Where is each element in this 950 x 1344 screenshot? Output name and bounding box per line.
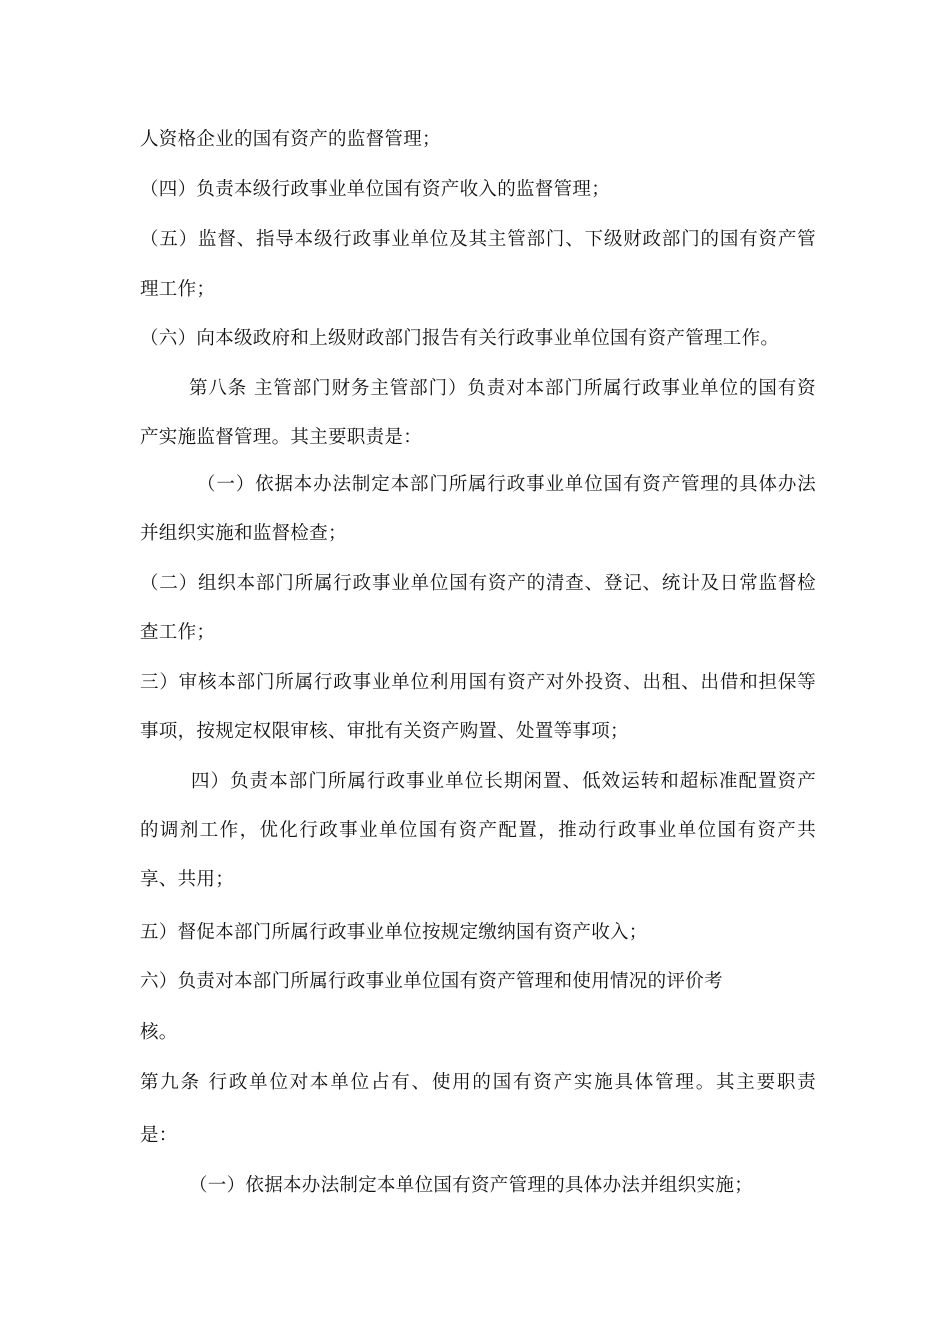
text-line: 是： bbox=[140, 1125, 178, 1146]
text-line: 享、共用； bbox=[140, 869, 235, 890]
text-line: 理工作； bbox=[140, 279, 216, 300]
text-line: 人资格企业的国有资产的监督管理； bbox=[140, 129, 441, 150]
text-line: （六）向本级政府和上级财政部门报告有关行政事业单位国有资产管理工作。 bbox=[140, 328, 780, 349]
text-line: 事项，按规定权限审核、审批有关资产购置、处置等事项； bbox=[140, 721, 629, 742]
text-line: 查工作； bbox=[140, 622, 216, 643]
text-line: 六）负责对本部门所属行政事业单位国有资产管理和使用情况的评价考 bbox=[140, 971, 723, 992]
text-line: （四）负责本级行政事业单位国有资产收入的监督管理； bbox=[140, 179, 611, 200]
text-line: 四）负责本部门所属行政事业单位长期闲置、低效运转和超标准配置资产 bbox=[191, 771, 816, 792]
text-line: 产实施监督管理。其主要职责是： bbox=[140, 427, 423, 448]
text-line: 核。 bbox=[140, 1022, 178, 1043]
text-line: （二）组织本部门所属行政事业单位国有资产的清查、登记、统计及日常监督检 bbox=[140, 573, 816, 594]
text-line: （一）依据本办法制定本部门所属行政事业单位国有资产管理的具体办法 bbox=[197, 474, 816, 495]
text-line: （五）监督、指导本级行政事业单位及其主管部门、下级财政部门的国有资产管 bbox=[140, 229, 816, 250]
text-line: （一）依据本办法制定本单位国有资产管理的具体办法并组织实施； bbox=[189, 1175, 754, 1196]
article-9-heading: 第九条 行政单位对本单位占有、使用的国有资产实施具体管理。其主要职责 bbox=[140, 1072, 816, 1093]
text-line: 三）审核本部门所属行政事业单位利用国有资产对外投资、出租、出借和担保等 bbox=[140, 672, 816, 693]
text-line: 并组织实施和监督检查； bbox=[140, 523, 347, 544]
article-8-heading: 第八条 主管部门财务主管部门）负责对本部门所属行政事业单位的国有资 bbox=[189, 378, 816, 399]
text-line: 五）督促本部门所属行政事业单位按规定缴纳国有资产收入； bbox=[140, 922, 648, 943]
text-line: 的调剂工作，优化行政事业单位国有资产配置，推动行政事业单位国有资产共 bbox=[140, 820, 816, 841]
